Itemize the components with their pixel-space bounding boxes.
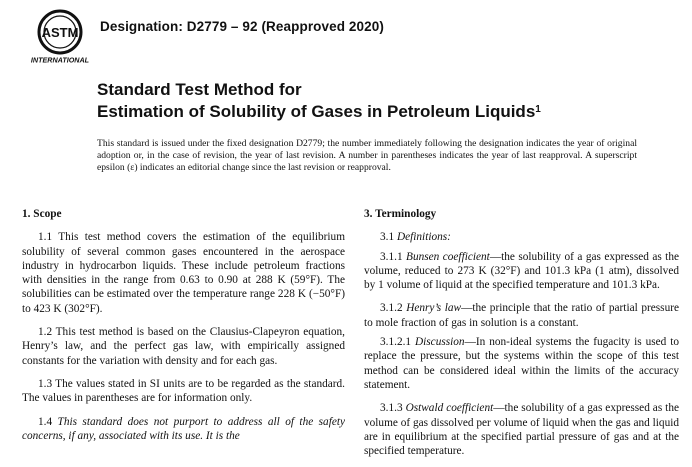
issuance-note: This standard is issued under the fixed designation D2779; the number immediately following the designation indicates the year of original adoption or, in the case of revision, the year of last revision. A number in parentheses indicates the year of last reapproval. A superscript epsilon (ε) indicates an editorial change since the last revision or reapproval.: [97, 138, 637, 174]
paragraph-3-1-3: 3.1.3 Ostwald coefficient—the solubility of a gas expressed as the volume of gas dissolved per volume of liquid when the gas and liquid are in equilibrium at the specified partial pressure of gas and at the specified temperature.: [364, 402, 680, 458]
title-line-1: Standard Test Method for: [97, 80, 302, 99]
title-footnote[interactable]: 1: [535, 104, 541, 115]
paragraph-1-2: 1.2 This test method is based on the Clausius-Clapeyron equation, Henry’s law, and the perfect gas law, with empirically assigned constants for the variation with density and for each gas.: [22, 326, 345, 367]
right-column: [364, 207, 679, 467]
paragraph-3-1-1: 3.1.1 Bunsen coefficient—the solubility of a gas expressed as the volume, reduced to 273 K (32°F) and 101.3 kPa (1 atm), dissolved by 1 volume of liquid at the specified temperature and 101.3 kPa.: [364, 250, 679, 292]
svg-text:ASTM: ASTM: [41, 25, 79, 40]
section-heading-scope: 1. Scope: [22, 208, 62, 220]
document-title: [97, 79, 541, 123]
paragraph-3-1-2: 3.1.2 Henry’s law—the principle that the ratio of partial pressure to mole fraction of gas in solution is a constant.: [364, 302, 679, 329]
astm-logo: [29, 8, 91, 64]
paragraph-3-1-2-1: 3.1.2.1 Discussion—In non-ideal systems the fugacity is used to replace the pressure, but the systems within the scope of this test method can be considered ideal within the limits of the accuracy statement.: [364, 336, 679, 391]
title-line-2: Estimation of Solubility of Gases in Petroleum Liquids$^1$: [97, 102, 541, 121]
paragraph-3-1: 3.1 Definitions:: [380, 231, 451, 244]
left-column: [22, 207, 345, 452]
paragraph-1-4: 1.4 This standard does not purport to address all of the safety concerns, if any, associated with its use. It is the: [22, 415, 345, 442]
paragraph-1-3: 1.3 The values stated in SI units are to be regarded as the standard. The values in parentheses are for information only.: [22, 377, 345, 405]
designation: Designation: D2779 – 92 (Reapproved 2020): [100, 19, 384, 34]
section-heading-terminology: 3. Terminology: [364, 208, 437, 220]
paragraph-1-1: 1.1 This test method covers the estimation of the equilibrium solubility of several common gases encountered in the aerospace industry in hydrocarbon liquids. These include petroleum fractions with densities in the range from 0.63 to 0.90 at 288 K (59°F). The solubilities can be estimated over the temperature range 228 K (−50°F) to 423 K (302°F).: [22, 231, 345, 315]
logo-subtitle: INTERNATIONAL: [30, 55, 90, 64]
